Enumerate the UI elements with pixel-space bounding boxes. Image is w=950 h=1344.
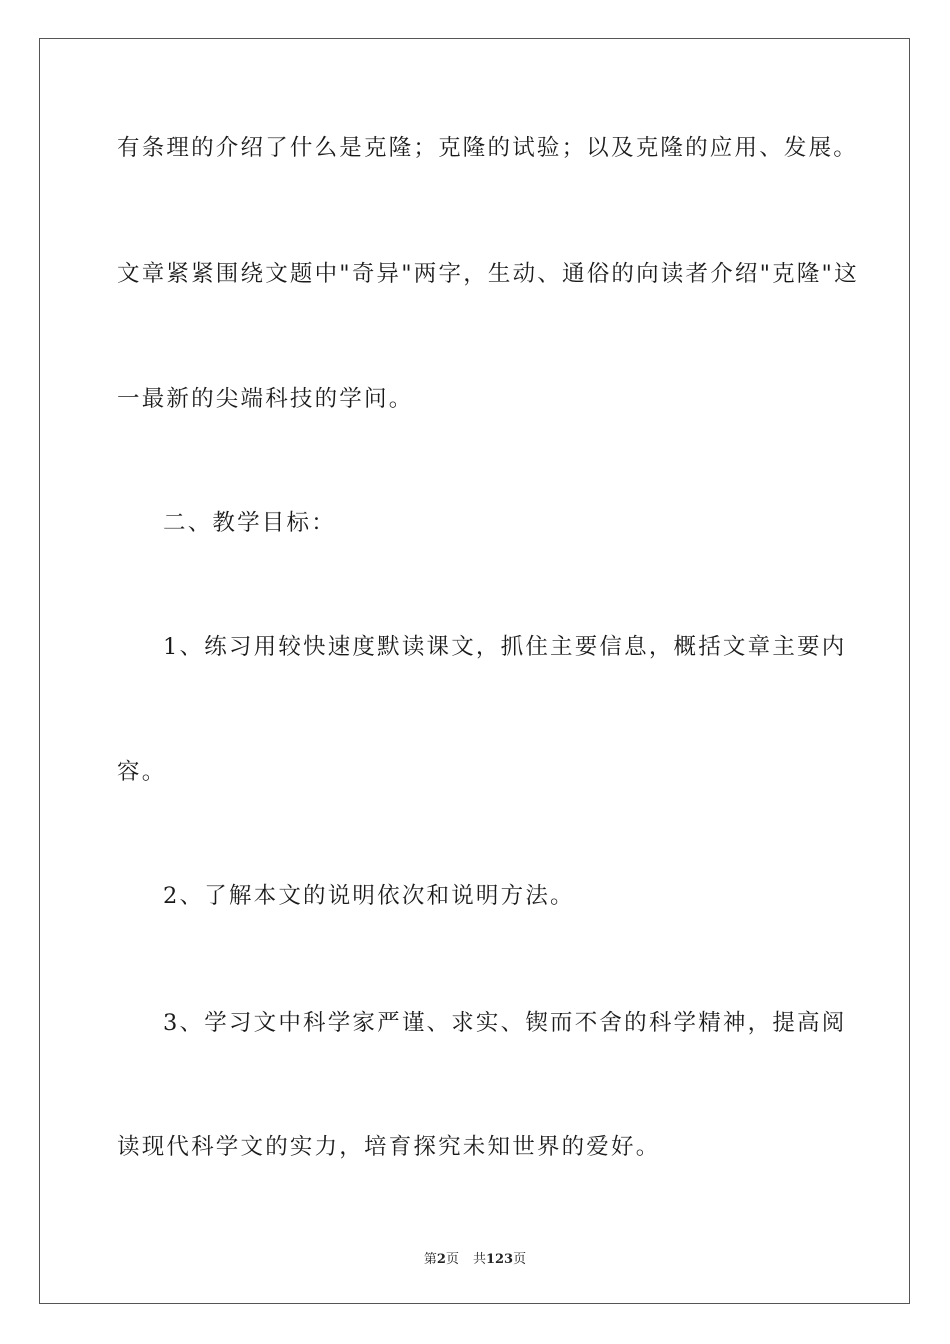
page-footer: [0, 1248, 950, 1267]
text-line-goal-1-cont: 容。: [117, 759, 167, 785]
footer-page-number: 2: [436, 1252, 446, 1267]
text-line-goal-3-cont: 读现代科学文的实力，培育探究未知世界的爱好。: [117, 1134, 661, 1160]
text-line-goal-3: 3、学习文中科学家严谨、求实、锲而不舍的科学精神，提高阅: [163, 1010, 847, 1036]
footer-total-number: 123: [485, 1252, 514, 1267]
footer-total-suffix: 页: [513, 1252, 527, 1267]
footer-page-suffix: 页: [445, 1252, 459, 1267]
page-border: [39, 38, 910, 1304]
text-line-2: 文章紧紧围绕文题中"奇异"两字，生动、通俗的向读者介绍"克隆"这: [117, 261, 859, 287]
section-heading-teaching-goals: 二、教学目标：: [163, 510, 336, 536]
text-line-goal-2: 2、了解本文的说明依次和说明方法。: [163, 883, 575, 909]
text-line-3: 一最新的尖端科技的学问。: [117, 386, 414, 412]
text-line-goal-1: 1、练习用较快速度默读课文，抓住主要信息，概括文章主要内: [163, 634, 847, 660]
footer-total-prefix: 共: [472, 1252, 486, 1267]
footer-page-prefix: 第: [423, 1252, 437, 1267]
text-line-1: 有条理的介绍了什么是克隆；克隆的试验；以及克隆的应用、发展。: [117, 135, 859, 161]
